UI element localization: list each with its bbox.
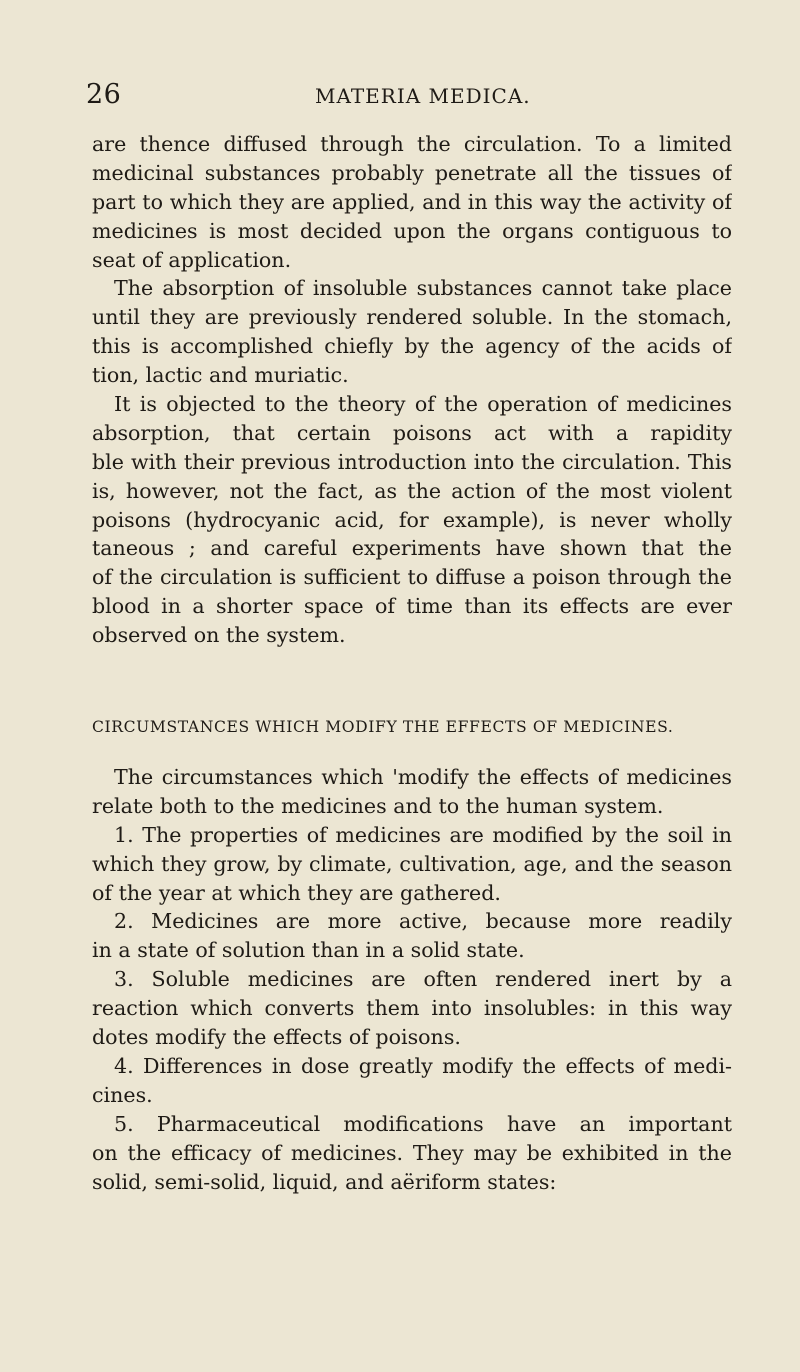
text-line: 1. The properties of medicines are modified by the soil in	[114, 822, 732, 847]
text-line: solid, semi-solid, liquid, and aëriform states:	[92, 1169, 557, 1194]
text-line: on the efficacy of medicines. They may be exhibited in the	[92, 1140, 732, 1165]
text-line: 3. Soluble medicines are often rendered inert by a	[114, 967, 732, 992]
text-line: 5. Pharmaceutical modifications have an important	[114, 1111, 732, 1136]
text-line: taneous ; and careful experiments have shown that the	[92, 536, 732, 561]
text-line: medicines is most decided upon the organs contiguous to	[92, 218, 732, 243]
text-line: It is objected to the theory of the operation of medicines	[114, 392, 732, 417]
text-line: poisons (hydrocyanic acid, for example), is never wholly	[92, 507, 732, 532]
text-line: ble with their previous introduction into the circulation. This	[92, 449, 732, 474]
section-gap	[92, 650, 732, 713]
text-line: part to which they are applied, and in this way the activity of	[92, 189, 732, 214]
text-line: of the circulation is sufficient to diffuse a poison through the	[92, 565, 732, 590]
text-line: in a state of solution than in a solid state.	[92, 938, 525, 963]
text-line: of the year at which they are gathered.	[92, 880, 501, 905]
text-line: absorption, that certain poisons act with a rapidity	[92, 420, 732, 445]
text-line: 2. Medicines are more active, because more readily	[114, 909, 732, 934]
text-line: tion, lactic and muriatic.	[92, 363, 349, 388]
text-line: which they grow, by climate, cultivation, age, and the season	[92, 851, 732, 876]
text-line: 4. Differences in dose greatly modify the effects of medi-	[114, 1053, 732, 1078]
text-line: seat of application.	[92, 247, 292, 272]
text-line: this is accomplished chiefly by the agency of the acids of	[92, 334, 732, 359]
text-line: The circumstances which 'modify the effects of medicines	[114, 765, 732, 790]
text-line: blood in a shorter space of time than its effects are ever	[92, 594, 732, 619]
running-title: MATERIA MEDICA.	[315, 84, 531, 108]
text-line: is, however, not the fact, as the action of the most violent	[92, 478, 732, 503]
body-text	[92, 130, 732, 1196]
page-number: 26	[86, 79, 122, 110]
text-line: The absorption of insoluble substances cannot take place	[114, 276, 732, 301]
text-line: are thence diffused through the circulation. To a limited	[92, 132, 732, 156]
text-line: relate both to the medicines and to the human system.	[92, 793, 664, 818]
running-head	[86, 80, 726, 116]
text-line: cines.	[92, 1082, 153, 1107]
text-line: dotes modify the effects of poisons.	[92, 1025, 461, 1050]
text-line: medicinal substances probably penetrate all the tissues of	[92, 160, 732, 185]
text-line: reaction which converts them into insolubles: in this way	[92, 996, 732, 1021]
text-line: until they are previously rendered soluble. In the stomach,	[92, 305, 732, 330]
section-heading: CIRCUMSTANCES WHICH MODIFY THE EFFECTS OF MEDICINES.	[92, 718, 674, 737]
text-line: observed on the system.	[92, 623, 346, 648]
